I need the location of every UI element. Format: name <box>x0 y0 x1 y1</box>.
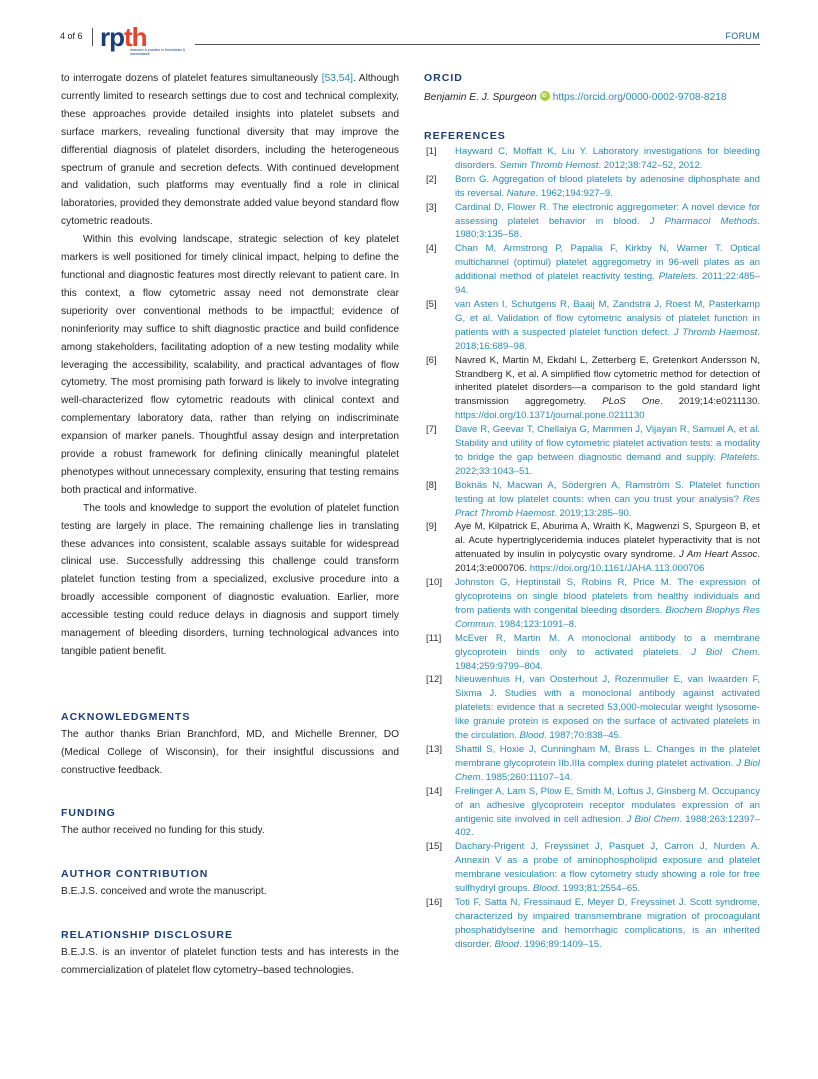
reference-body <box>455 355 760 422</box>
reference-details: . 1987;70:838–45. <box>544 730 622 742</box>
reference-text: Johnston G, Heptinstall S, Robins R, Price M. The expression of glycoproteins on single blood platelets from healthy individuals and from patients with congenital bleeding disorders. <box>455 577 760 616</box>
reference-text: Chan M, Armstrong P, Papalia F, Kirkby N, Warner T. Optical multichannel (optimul) platelet aggregometry in 96-well plates as an additional method of platelet reactivity testing. <box>455 243 760 283</box>
reference-journal: J Thromb Haemost <box>673 326 758 338</box>
body-paragraph <box>61 70 399 231</box>
orcid-icon <box>540 91 550 101</box>
reference-text: Born G. Aggregation of blood platelets by adenosine diphosphate and its reversal. <box>455 173 760 199</box>
section-heading: FUNDING <box>61 807 116 819</box>
body-paragraph: Within this evolving landscape, strategic selection of key platelet markers is well positioned for timely clinical impact, helping to define the functional and diagnostic features most directly relevant to patient care. In this context, a flow cytometric assay need not demonstrate clear superiority over conventional methods to be impactful; evidence of noninferiority may suffice to shift diagnostic practice and build confidence among stakeholders, facilitating adoption of a new testing modality while leveraging the accessibility, scalability, and practical advantages of flow cytometry. The most promising path forward is likely to involve integrating well-characterized flow cytometric readouts with clinical context and complementary laboratory data, rather than relying on indiscriminate expansion of marker panels. Thoughtful assay design and interpretation provide a robust framework for defining clinically meaningful platelet phenotypes without unnecessary complexity, ensuring that testing remains both practical and informative. <box>61 234 399 496</box>
reference-item <box>424 201 760 243</box>
reference-item <box>424 673 760 743</box>
reference-body <box>455 521 760 574</box>
reference-number: [5] <box>426 298 437 310</box>
reference-details: . 2014;3:e000706. <box>455 549 761 575</box>
reference-item <box>424 145 760 173</box>
author-name: Benjamin E. J. Spurgeon <box>424 92 537 103</box>
reference-body[interactable] <box>455 202 760 241</box>
reference-body[interactable] <box>455 897 760 950</box>
reference-body[interactable] <box>455 299 760 352</box>
reference-number: [4] <box>426 243 437 255</box>
reference-body[interactable] <box>455 146 760 171</box>
body-paragraph: The tools and knowledge to support the evolution of platelet function testing are largely in place. The remaining challenge lies in translating these advances into consistent, scalable assays suitable for widespread clinical use. Successfully addressing this challenge could transform platelet function testing from a specialized, exclusive procedure into a broadly accessible component of diagnostic evaluation. Earlier, more accessible testing could reduce delays in diagnosis and support timely management of bleeding disorders, turning technological advances into tangible patient benefit. <box>61 502 399 657</box>
orcid-link[interactable]: https://orcid.org/0000-0002-9708-8218 <box>552 92 727 103</box>
reference-list <box>424 145 760 952</box>
logo-th: th <box>124 22 147 52</box>
reference-item <box>424 520 760 576</box>
reference-body[interactable] <box>455 841 760 894</box>
journal-logo <box>100 22 192 58</box>
reference-number: [10] <box>426 577 443 589</box>
reference-journal: Platelets <box>720 451 758 463</box>
reference-journal: PLoS One <box>602 396 660 408</box>
section-label: FORUM <box>725 31 760 41</box>
reference-details: . 1996;89:1409–15. <box>519 938 602 950</box>
reference-details: . 1993;81:2554–65. <box>557 883 641 895</box>
reference-details: . 1988;263:12397–402. <box>455 813 760 839</box>
page-header <box>60 22 760 62</box>
reference-number: [12] <box>426 674 443 686</box>
reference-body[interactable] <box>455 174 760 199</box>
section-text: B.E.J.S. conceived and wrote the manuscript. <box>61 886 267 897</box>
reference-text: Shattil S, Hoxie J, Cunningham M, Brass L. Changes in the platelet membrane glycoprotein IIb.IIIa complex during platelet activation. <box>455 743 760 769</box>
reference-text: Frelinger A, Lam S, Plow E, Smith M, Loftus J, Ginsberg M. Occupancy of an adhesive glycoprotein receptor modulates expression of an antigenic site involved in cell adhesion. <box>455 785 760 825</box>
author-contribution-section <box>61 866 399 901</box>
reference-text: Toti F, Satta N, Fressinaud E, Meyer D, Freyssinet J. Scott syndrome, characterized by impaired transmembrane migration of procoagulant phosphatidylserine and hemorrhagic complications, is an inherited disorder. <box>455 896 760 950</box>
reference-number: [2] <box>426 173 437 185</box>
reference-details: . 1984;123:1091–8. <box>493 618 577 630</box>
reference-text: Hayward C, Moffatt K, Liu Y. Laboratory investigations for bleeding disorders. <box>455 146 760 171</box>
reference-journal: Blood <box>494 938 520 950</box>
header-rule <box>195 44 760 45</box>
reference-number: [7] <box>426 424 437 436</box>
reference-number: [14] <box>426 785 443 797</box>
reference-item <box>424 743 760 785</box>
reference-item <box>424 423 760 479</box>
reference-details: . 1962;194:927–9. <box>535 187 613 199</box>
logo-subtitle: research & practice in thrombosis & haemostasis <box>130 48 186 56</box>
reference-text: Dachary-Prigent J, Freyssinet J, Pasquet J, Carron J, Nurden A. Annexin V as a probe of aminophospholipid exposure and platelet membrane vesiculation: a flow cytometry study showing a role for free sulfhydryl groups. <box>455 841 760 895</box>
reference-details: . 2022;33:1043–51. <box>455 451 760 477</box>
reference-item <box>424 785 760 841</box>
doi-link[interactable]: https://doi.org/10.1161/JAHA.113.000706 <box>529 563 705 575</box>
reference-text: Dave R, Geevar T, Chellaiya G, Mammen J, Vijayan R, Samuel A, et al. Stability and utility of flow cytometric platelet activation tests: a modality to bridge the gap between diagnostic demand and supply. <box>455 424 760 463</box>
reference-item <box>424 576 760 632</box>
references-section <box>424 128 760 952</box>
reference-journal: J Biol Chem <box>455 757 760 783</box>
doi-link[interactable]: https://doi.org/10.1371/journal.pone.0211130 <box>455 410 645 422</box>
reference-number: [1] <box>426 146 437 157</box>
reference-body[interactable] <box>455 633 760 672</box>
reference-item <box>424 632 760 674</box>
reference-item <box>424 354 760 424</box>
paragraph-text: . Although currently limited to research settings due to cost and technical complexity, these approaches provide detailed insights into platelet subsets and surface markers, revealing functional diversity that may improve the differential diagnosis of platelet disorders, including the heterogeneous spectrum of granule and secretion defects. With continued development and validation, such platforms may eventually find a role in clinical laboratories, provided they demonstrate added value beyond standard flow cytometric readouts. <box>61 73 399 228</box>
reference-body[interactable] <box>455 786 760 839</box>
reference-text: Navred K, Martin M, Ekdahl L, Zetterberg E, Gretenkort Andersson N, Strandberg K, et al. A simplified flow cytometric method for detection of inherited platelet disorders—a comparison to the gold standard light transmission aggregometry. <box>455 354 760 408</box>
reference-journal: Blood <box>532 883 558 895</box>
reference-body[interactable] <box>455 243 760 296</box>
reference-journal: Blood <box>519 730 545 742</box>
reference-details: . 2019;13:285–90. <box>554 507 632 519</box>
orcid-section <box>424 70 760 106</box>
reference-text: Boknäs N, Macwan A, Södergren A, Ramström S. Platelet function testing at low platelet counts: when can you trust your analysis? <box>455 479 760 505</box>
reference-body[interactable] <box>455 424 760 477</box>
reference-journal: Semin Thromb Hemost <box>499 159 599 171</box>
reference-number: [13] <box>426 743 443 755</box>
reference-item <box>424 479 760 521</box>
header-divider <box>92 28 93 46</box>
reference-text: Cardinal D, Flower R. The electronic aggregometer: A novel device for assessing platelet behavior in blood. <box>455 201 760 227</box>
reference-details: . 2019;14:e0211130. <box>659 396 760 408</box>
reference-body[interactable] <box>455 674 760 741</box>
reference-journal: Platelets <box>658 271 696 283</box>
reference-details: . 1984;259:9799–804. <box>455 646 760 672</box>
page-indicator: 4 of 6 <box>60 31 83 41</box>
relationship-disclosure-section <box>61 927 399 980</box>
reference-details: . 1980;3:135–58. <box>455 215 760 241</box>
funding-section <box>61 805 399 840</box>
section-heading: REFERENCES <box>424 130 506 142</box>
reference-details: . 2018;16:689–98. <box>455 326 760 352</box>
reference-number: [11] <box>426 632 442 644</box>
reference-text: Aye M, Kilpatrick E, Aburima A, Wraith K, Magwenzi S, Spurgeon B, et al. Acute hypertriglyceridemia induces platelet hyperactivity that is not attenuated by insulin in polycystic ovary syndrome. <box>455 521 760 561</box>
reference-item <box>424 242 760 298</box>
orcid-line <box>424 89 760 106</box>
reference-text: McEver R, Martin M. A monoclonal antibody to a membrane glycoprotein binds only to activated platelets. <box>455 632 760 658</box>
reference-item <box>424 173 760 201</box>
paragraph-text: to interrogate dozens of platelet features simultaneously <box>61 73 322 84</box>
reference-journal: J Biol Chem <box>691 646 758 658</box>
right-column <box>424 70 760 952</box>
section-heading: ORCID <box>424 72 463 84</box>
reference-journal: Biochem Biophys Res Commun <box>455 604 760 630</box>
reference-journal: Nature <box>506 187 536 199</box>
acknowledgments-section <box>61 709 399 780</box>
left-column <box>61 70 399 661</box>
reference-details: . 2011;22:485–94. <box>455 271 760 297</box>
reference-item <box>424 298 760 354</box>
reference-number: [8] <box>426 479 437 491</box>
reference-body[interactable] <box>455 480 760 519</box>
section-heading: ACKNOWLEDGMENTS <box>61 711 191 723</box>
logo-rp: rp <box>100 22 124 52</box>
reference-number: [9] <box>426 521 437 533</box>
reference-body[interactable] <box>455 577 760 630</box>
reference-journal: Res Pract Thromb Haemost <box>455 493 760 519</box>
reference-number: [15] <box>426 841 443 853</box>
section-text: B.E.J.S. is an inventor of platelet function tests and has interests in the commercialization of platelet flow cytometry–based technologies. <box>61 947 399 976</box>
reference-text: van Asten I, Schutgens R, Baaij M, Zandstra J, Roest M, Pasterkamp G, et al. Validation of flow cytometric analysis of platelet function in patients with a suspected platelet function defect. <box>455 298 760 338</box>
section-heading: AUTHOR CONTRIBUTION <box>61 868 209 880</box>
section-text: The author received no funding for this study. <box>61 825 265 836</box>
reference-details: . 1985;260:11107–14. <box>480 771 573 783</box>
reference-number: [16] <box>426 896 443 908</box>
reference-number: [6] <box>426 354 437 366</box>
section-heading: RELATIONSHIP DISCLOSURE <box>61 929 233 941</box>
reference-body[interactable] <box>455 744 760 783</box>
reference-text: Nieuwenhuis H, van Oosterhout J, Rozenmuller E, van Iwaarden F, Sixma J. Studies with a monoclonal antibody against activated platelets: evidence that a secreted 53,000-molecular weight lysosome-like granule protein is exposed on the surface of activated platelets in the circulation. <box>455 674 760 742</box>
reference-number: [3] <box>426 201 437 213</box>
reference-item <box>424 896 760 952</box>
reference-journal: J Am Heart Assoc <box>678 549 758 561</box>
section-text: The author thanks Brian Branchford, MD, and Michelle Brenner, DO (Medical College of Wisconsin), for their insightful discussions and constructive feedback. <box>61 729 399 776</box>
reference-journal: J Biol Chem <box>626 813 680 825</box>
reference-journal: J Pharmacol Methods <box>649 215 758 227</box>
citation-link[interactable]: [53,54] <box>321 73 353 84</box>
reference-item <box>424 840 760 896</box>
reference-details: . 2012;38:742–52, 2012. <box>598 159 703 171</box>
